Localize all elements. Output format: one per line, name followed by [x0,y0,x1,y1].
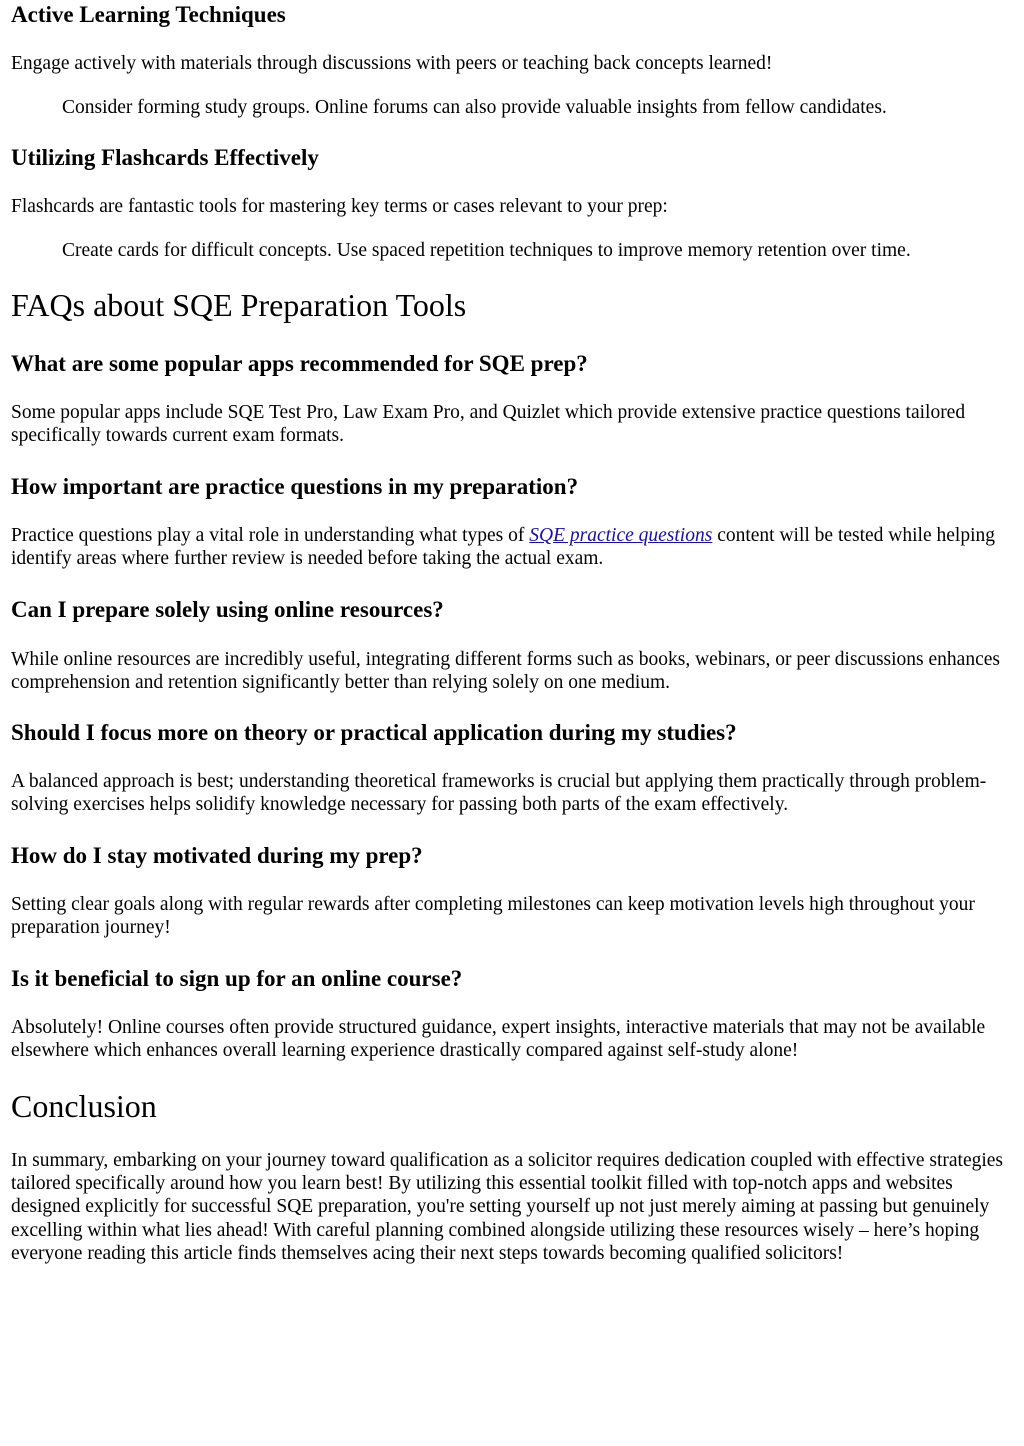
faq-answer-2-text-after: content will be tested while helping identify areas where further review is needed before taking the actual exam. [11,525,995,570]
faq-answer-2 [11,524,1006,570]
faq-answer-2-text-before: Practice questions play a vital role in understanding what types of [11,525,530,546]
flashcards-tip: Create cards for difficult concepts. Use spaced repetition techniques to improve memory retention over time. [62,240,911,261]
active-learning-intro: Engage actively with materials through discussions with peers or teaching back concepts learned! [11,53,773,74]
conclusion-body: In summary, embarking on your journey toward qualification as a solicitor requires dedication coupled with effective strategies tailored specifically around how you learn best! By utilizing this essential toolkit filled with top-notch apps and websites designed explicitly for successful SQE preparation, you're setting yourself up not just merely aiming at passing but genuinely excelling within what lies ahead! With careful planning combined alongside utilizing these resources wisely – here’s hoping everyone reading this article finds themselves acing their next steps towards becoming qualified solicitors! [11,1150,1004,1264]
faq-question-4: Should I focus more on theory or practical application during my studies? [11,720,737,745]
faq-question-6: Is it beneficial to sign up for an online course? [11,966,463,991]
faq-question-5: How do I stay motivated during my prep? [11,843,423,868]
faq-question-1: What are some popular apps recommended for SQE prep? [11,351,588,376]
faq-answer-6: Absolutely! Online courses often provide structured guidance, expert insights, interactive materials that may not be available elsewhere which enhances overall learning experience drastically compared against self-study alone! [11,1017,986,1062]
sqe-practice-questions-link[interactable]: SQE practice questions [529,525,713,546]
faqs-heading: FAQs about SQE Preparation Tools [11,287,467,323]
active-learning-tip: Consider forming study groups. Online forums can also provide valuable insights from fellow candidates. [62,97,887,118]
faq-answer-1: Some popular apps include SQE Test Pro, Law Exam Pro, and Quizlet which provide extensive practice questions tailored specifically towards current exam formats. [11,402,966,447]
faq-question-2: How important are practice questions in my preparation? [11,474,579,499]
flashcards-intro: Flashcards are fantastic tools for mastering key terms or cases relevant to your prep: [11,196,668,217]
conclusion-heading: Conclusion [11,1088,157,1124]
flashcards-heading: Utilizing Flashcards Effectively [11,145,319,170]
active-learning-heading: Active Learning Techniques [11,2,286,27]
faq-answer-3: While online resources are incredibly useful, integrating different forms such as books, webinars, or peer discussions enhances comprehension and retention significantly better than relying solely on one medium. [11,649,1000,694]
faq-answer-4: A balanced approach is best; understanding theoretical frameworks is crucial but applying them practically through problem-solving exercises helps solidify knowledge necessary for passing both parts of the exam effectively. [11,771,987,816]
faq-question-3: Can I prepare solely using online resources? [11,597,444,622]
faq-answer-5: Setting clear goals along with regular rewards after completing milestones can keep motivation levels high throughout your preparation journey! [11,894,975,939]
